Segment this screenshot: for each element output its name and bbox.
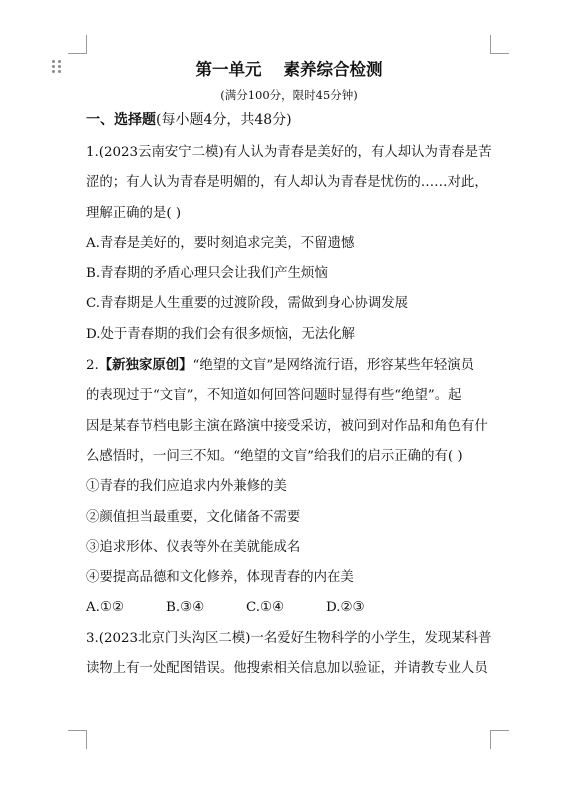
q2-line: 因是某春节档电影主演在路演中接受采访，被问到对作品和角色有什 [86, 418, 488, 434]
q1-option-d: D.处于青春期的我们会有很多烦恼，无法化解 [86, 326, 355, 342]
section-note: (每小题4分，共48分) [156, 112, 292, 128]
q3-line: 3.(2023北京门头沟区二模)一名爱好生物科学的小学生，发现某科普 [86, 630, 492, 646]
q1-line: 涩的；有人认为青春是明媚的，有人却认为青春是忧伤的……对此， [86, 175, 488, 191]
q2-option-a: A.①② [86, 600, 124, 616]
title-name: 素养综合检测 [283, 60, 383, 79]
page-title [0, 56, 578, 80]
q1-option-c: C.青春期是人生重要的过渡阶段，需做到身心协调发展 [86, 296, 409, 312]
section-title: 一、选择题 [86, 112, 156, 128]
crop-mark-top-right [490, 35, 509, 54]
q2-option-b: B.③④ [166, 600, 205, 616]
q2-line1-text: “绝望的文盲”是网络流行语，形容某些年轻演员 [192, 358, 475, 374]
q2-statement-4: ④要提高品德和文化修养，体现青春的内在美 [86, 570, 354, 586]
q2-options [86, 593, 494, 623]
crop-mark-bottom-left [68, 730, 87, 749]
title-unit: 第一单元 [195, 60, 262, 79]
q2-line: 么感悟时，一问三不知。“绝望的文盲”给我们的启示正确的有( ) [86, 448, 463, 464]
q1-line: 1.(2023云南安宁二模)有人认为青春是美好的，有人却认为青春是苦 [86, 145, 492, 160]
q1-option-a: A.青春是美好的，要时刻追求完美，不留遗憾 [86, 235, 355, 251]
q2-tag: 【新独家原创】 [98, 357, 193, 374]
q2-line [86, 350, 494, 381]
q3-line: 读物上有一处配图错误。他搜索相关信息加以验证，并请教专业人员 [86, 661, 488, 677]
crop-mark-bottom-right [490, 730, 509, 749]
q2-statement-3: ③追求形体、仪表等外在美就能成名 [86, 539, 301, 555]
q2-statement-2: ②颜值担当最重要，文化储备不需要 [86, 509, 301, 525]
q2-option-c: C.①④ [246, 600, 285, 616]
q2-option-d: D.②③ [326, 600, 365, 616]
q2-number: 2. [86, 358, 99, 374]
q2-statement-1: ①青春的我们应追求内外兼修的美 [86, 479, 287, 495]
crop-mark-top-left [68, 35, 87, 54]
question-content [86, 138, 494, 684]
section-heading [86, 109, 292, 129]
q1-option-b: B.青春期的矛盾心理只会让我们产生烦恼 [86, 266, 328, 282]
page-subtitle: (满分100分，限时45分钟) [220, 88, 358, 102]
q1-line: 理解正确的是( ) [86, 205, 182, 221]
q2-line: 的表现过于“文盲”，不知道如何回答问题时显得有些“绝望”。起 [86, 388, 462, 404]
